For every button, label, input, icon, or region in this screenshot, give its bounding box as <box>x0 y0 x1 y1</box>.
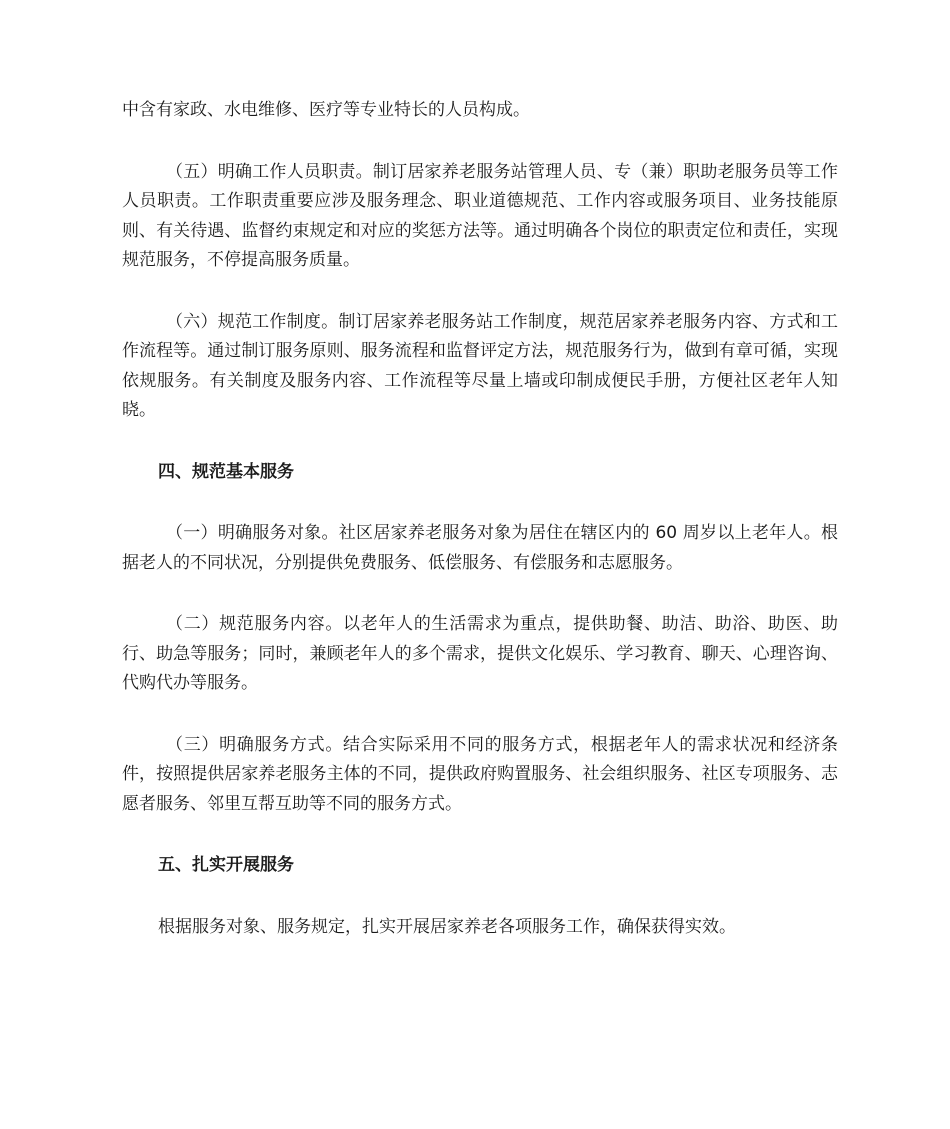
paragraph-gap <box>122 578 838 610</box>
section-heading-5: 五、扎实开展服务 <box>158 855 294 875</box>
paragraph-gap <box>122 126 838 158</box>
paragraph-gap <box>122 819 838 851</box>
document-page <box>122 96 838 942</box>
paragraph-gap <box>122 426 838 458</box>
paragraph-gap <box>122 699 838 731</box>
paragraph-continuation: 中含有家政、水电维修、医疗等专业特长的人员构成。 <box>122 100 530 120</box>
section-heading-4: 四、规范基本服务 <box>158 461 294 482</box>
paragraph-service-mode: （三）明确服务方式。结合实际采用不同的服务方式，根据老年人的需求状况和经济条件，按照提供居家养老服务主体的不同，提供政府购置服务、社会组织服务、社区专项服务、志愿者服务、邻里互帮互助等不同的服务方式。 <box>122 734 838 814</box>
paragraph-service-content: （二）规范服务内容。以老年人的生活需求为重点，提供助餐、助洁、助浴、助医、助行、助急等服务；同时，兼顾老年人的多个需求，提供文化娱乐、学习教育、聊天、心理咨询、代购代办等服务。 <box>122 614 838 693</box>
paragraph-service-target: （一）明确服务对象。社区居家养老服务对象为居住在辖区内的 60 周岁以上老年人。根据老人的不同状况，分别提供免费服务、低偿服务、有偿服务和志愿服务。 <box>122 523 838 573</box>
paragraph-closing: 根据服务对象、服务规定，扎实开展居家养老各项服务工作，确保获得实效。 <box>158 916 736 937</box>
paragraph-gap <box>122 487 838 519</box>
paragraph-staff-duties: （五）明确工作人员职责。制订居家养老服务站管理人员、专（兼）职助老服务员等工作人员职责。工作职责重要应涉及服务理念、职业道德规范、工作内容或服务项目、业务技能原则、有关待遇、监督约束规定和对应的奖惩方法等。通过明确各个岗位的职责定位和责任，实现规范服务，不停提高服务质量。 <box>122 161 838 270</box>
paragraph-gap <box>122 881 838 913</box>
paragraph-gap <box>122 276 838 308</box>
paragraph-work-system: （六）规范工作制度。制订居家养老服务站工作制度，规范居家养老服务内容、方式和工作流程等。通过制订服务原则、服务流程和监督评定方法，规范服务行为，做到有章可循，实现依规服务。有关制度及服务内容、工作流程等尽量上墙或印制成便民手册，方便社区老年人知晓。 <box>122 311 838 420</box>
